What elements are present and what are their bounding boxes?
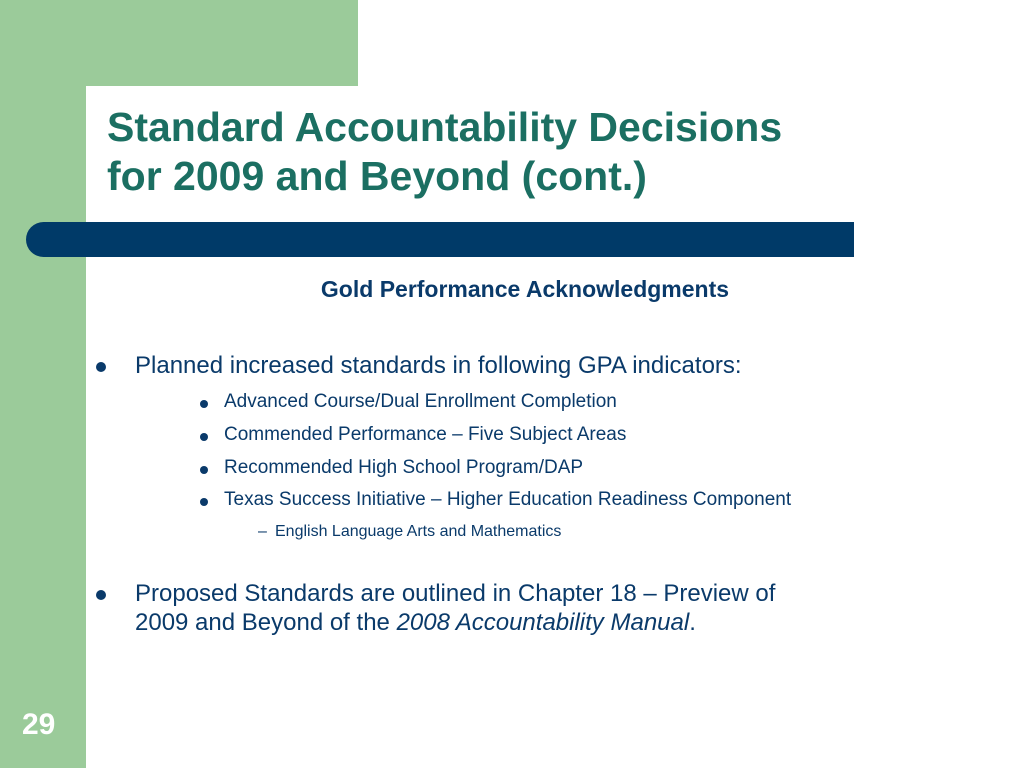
bullet-dot-icon (200, 466, 208, 474)
bullet-text-prefix: 2009 and Beyond of the (135, 609, 397, 636)
bullet-dot-icon (200, 498, 208, 506)
bullet-dot-icon (200, 400, 208, 408)
sub-bullet-text: Texas Success Initiative – Higher Education Readiness Component (224, 489, 792, 510)
title-line-1: Standard Accountability Decisions (107, 104, 783, 150)
bullet-dot-icon (200, 433, 208, 441)
bullet-text-suffix: . (689, 609, 696, 636)
slide-title (107, 103, 987, 201)
bullet-text: Planned increased standards in following GPA indicators: (135, 352, 742, 379)
title-underline-bar (26, 222, 854, 257)
page-number: 29 (22, 708, 56, 741)
bullet-text-line-2 (135, 608, 696, 637)
green-side-band (0, 0, 86, 768)
bullet-dot-icon (96, 590, 106, 600)
sub-bullet-text: Recommended High School Program/DAP (224, 457, 584, 478)
green-top-band (0, 0, 358, 86)
manual-title: 2008 Accountability Manual (396, 609, 690, 636)
bullet-text-line-1: Proposed Standards are outlined in Chapter 18 – Preview of (135, 580, 776, 607)
section-subheading: Gold Performance Acknowledgments (320, 276, 730, 302)
dash-marker: – (258, 523, 267, 540)
sub-bullet-text: Advanced Course/Dual Enrollment Completion (224, 391, 617, 412)
title-line-2: for 2009 and Beyond (cont.) (107, 153, 647, 199)
sub-bullet-text: Commended Performance – Five Subject Areas (224, 424, 627, 445)
sub-sub-bullet-text: English Language Arts and Mathematics (275, 523, 562, 540)
bullet-dot-icon (96, 362, 106, 372)
